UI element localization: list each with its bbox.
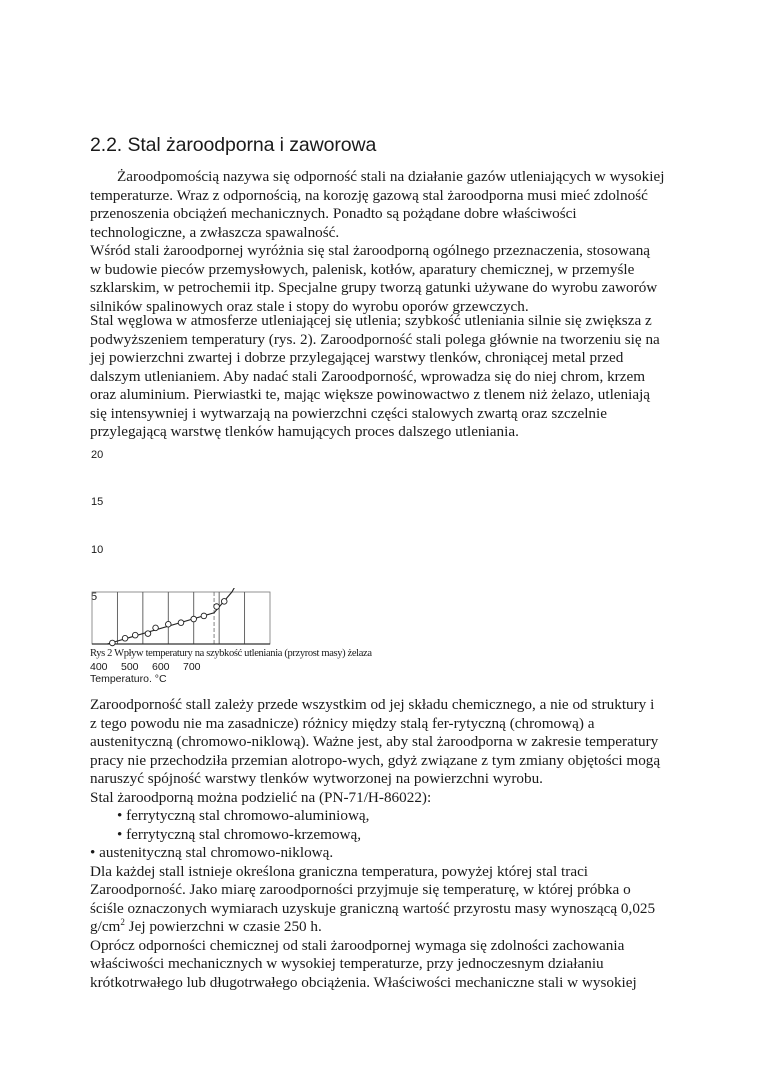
- data-point: [201, 613, 207, 619]
- data-point: [110, 640, 116, 646]
- x-tick-label: 600: [152, 661, 170, 673]
- paragraph-1: [90, 168, 680, 242]
- text-fragment: Jej powierzchni w czasie 250 h.: [124, 918, 322, 935]
- data-point: [145, 631, 151, 637]
- text-line: podwyższeniem temperatury (rys. 2). Zaroodporność stali polega głównie na tworzeniu się na: [90, 330, 660, 348]
- text-line: naruszyć spójność warstwy tlenków wytworzonej na powierzchni wyrobu.: [90, 770, 543, 787]
- oxidation-chart: [88, 588, 278, 648]
- y-tick-label: 20: [91, 449, 104, 461]
- text-line: Zaroodporność. Jako miarę zaroodporności przyjmuje się temperaturę, w której próbka o: [90, 881, 631, 898]
- text-line: pracy nie przechodziła przemian alotropo-wych, gdyż związane z tym zmiany objętości mogą: [90, 751, 661, 769]
- y-tick-label: 10: [91, 544, 104, 556]
- list-item: • austenityczną stal chromowo-niklową.: [90, 844, 334, 861]
- data-point: [178, 620, 184, 626]
- data-point: [221, 599, 227, 605]
- figure-caption: Rys 2 Wpływ temperatury na szybkość utleniania (przyrost masy) żelaza: [90, 648, 372, 659]
- data-point: [132, 632, 138, 638]
- data-point: [122, 635, 128, 641]
- list-item: • ferrytyczną stal chromowo-aluminiową,: [117, 807, 370, 824]
- list-intro: Stal żaroodporną można podzielić na (PN-71/H-86022):: [90, 788, 432, 806]
- text-line: właściwości mechanicznych w wysokiej temperaturze, przy jednoczesnym działaniu: [90, 955, 604, 972]
- x-tick-labels: [90, 661, 214, 673]
- superscript: 2: [120, 916, 125, 927]
- plot-frame: [92, 592, 270, 644]
- text-line: w budowie pieców przemysłowych, palenisk, kotłów, aparatury chemicznej, w przemyśle: [90, 260, 635, 278]
- text-line: z tego powodu nie ma zasadnicze) różnicy między stalą fer-rytyczną (chromową) a: [90, 714, 595, 732]
- x-tick-label: 400: [90, 661, 108, 673]
- data-point: [214, 604, 220, 610]
- paragraph-3: [90, 312, 680, 442]
- text-line: Zaroodporność stall zależy przede wszystkim od jej składu chemicznego, a nie od struktury i: [90, 696, 655, 713]
- paragraph-4: [90, 696, 680, 992]
- x-axis-label: Temperaturo. °C: [90, 673, 167, 685]
- text-line: ściśle oznaczonych wymiarach uzyskuje graniczną wartość przyrostu masy wynoszącą 0,025: [90, 899, 656, 917]
- data-point: [165, 621, 171, 627]
- x-tick-label: 700: [183, 661, 201, 673]
- text-line: Oprócz odporności chemicznej od stali żaroodpornej wymaga się zdolności zachowania: [90, 936, 625, 954]
- text-line: Wśród stali żaroodpornej wyróżnia się stal żaroodporną ogólnego przeznaczenia, stosowaną: [90, 242, 651, 259]
- text-line: dalszym utlenianiem. Aby nadać stali Zaroodporność, wprowadza się do niej chrom, krzem: [90, 367, 646, 385]
- list-item: • ferrytyczną stal chromowo-krzemową,: [117, 825, 361, 843]
- section-heading: 2.2. Stal żaroodporna i zaworowa: [90, 134, 377, 156]
- text-line: jej powierzchni zwartej i dobrze przylegającej warstwy tlenków, chroniącej metal przed: [90, 349, 624, 366]
- text-line: oraz aluminium. Pierwiastki te, mając większe powinowactwo z tlenem niż żelazo, utleniają: [90, 386, 651, 403]
- text-line: przylegającą warstwę tlenków hamujących proces dalszego utleniania.: [90, 423, 519, 440]
- unit-text: g/cm: [90, 918, 121, 935]
- text-line: [90, 918, 680, 937]
- text-line: technologiczne, a zwłaszcza spawalność.: [90, 223, 340, 241]
- text-line: krótkotrwałego lub długotrwałego obciążenia. Właściwości mechaniczne stali w wysokiej: [90, 973, 637, 991]
- text-line: przenoszenia obciążeń mechanicznych. Ponadto są pożądane dobre właściwości: [90, 205, 577, 222]
- paragraph-2: [90, 242, 680, 316]
- text-line: Stal węglowa w atmosferze utleniającej się utlenia; szybkość utleniania silnie się zwiększa z: [90, 312, 652, 329]
- y-tick-label: 15: [91, 496, 104, 508]
- y-tick-label: 5: [91, 591, 98, 603]
- text-line: austenityczną (chromowo-niklową). Ważne jest, aby stal żaroodporna w zakresie temperatury: [90, 733, 659, 750]
- text-line: silników spalinowych oraz stale i stopy do wyrobu oporów grzewczych.: [90, 297, 529, 315]
- x-tick-label: 500: [121, 661, 139, 673]
- data-point: [191, 616, 197, 622]
- text-line: szklarskim, w petrochemii itp. Specjalne grupy tworzą gatunki używane do wyrobu zaworów: [90, 279, 658, 296]
- text-line: się intensywniej i wytwarzają na powierzchni części stalowych zwartą oraz szczelnie: [90, 404, 607, 422]
- data-point: [153, 625, 159, 631]
- text-line: Dla każdej stall istnieje określona graniczna temperatura, powyżej której stal traci: [90, 862, 589, 880]
- text-line: temperaturze. Wraz z odpornością, na korozję gazową stal żaroodporna musi mieć zdolność: [90, 186, 648, 204]
- text-line: Żaroodpomością nazywa się odporność stali na działanie gazów utleniających w wysokiej: [117, 168, 665, 185]
